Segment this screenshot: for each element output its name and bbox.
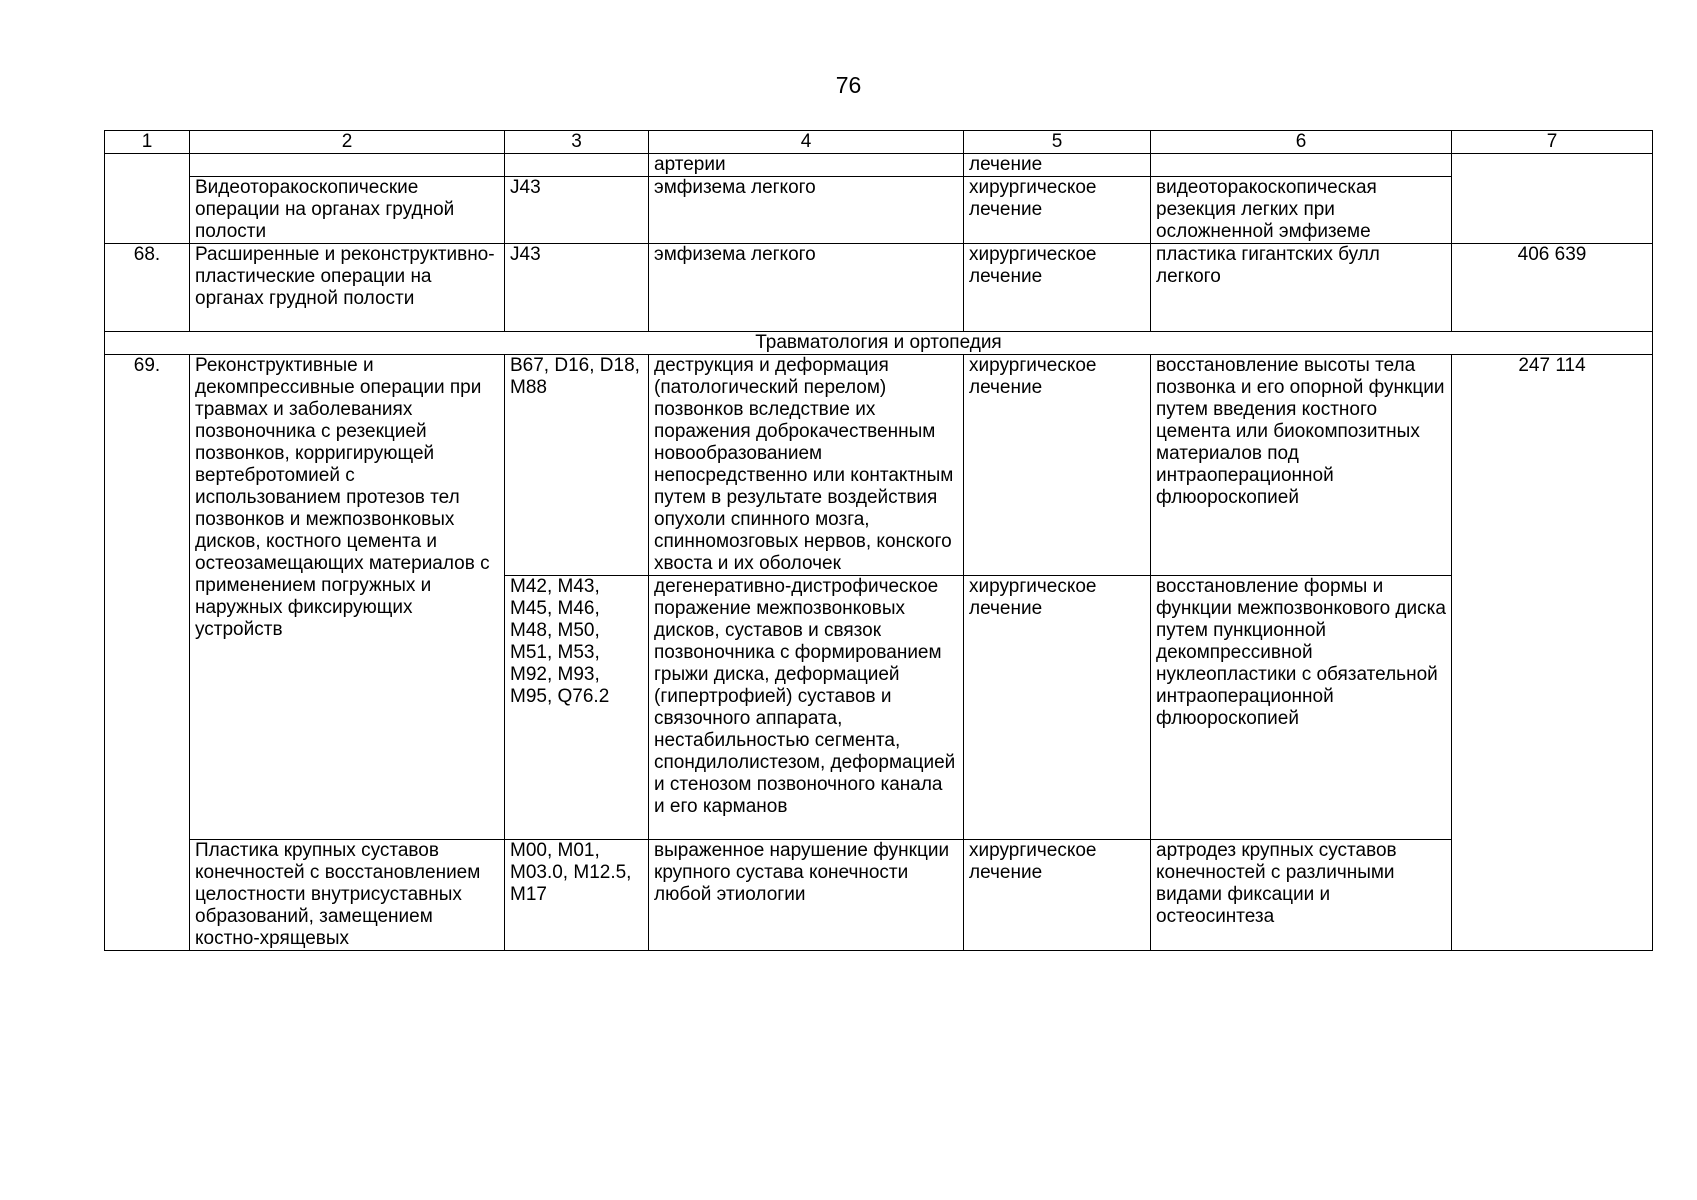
- header-row: [105, 131, 1653, 154]
- table-row: [105, 177, 1653, 244]
- page-number: 76: [835, 72, 862, 98]
- procedure-cell: [190, 154, 505, 177]
- section-row: [105, 332, 1653, 355]
- diagnosis-cell: выраженное нарушение функции крупного сустава конечности любой этиологии: [649, 840, 964, 951]
- header-col-4: 4: [649, 131, 964, 154]
- diagnosis-cell: эмфизема легкого: [649, 244, 964, 332]
- icd-code-cell: B67, D16, D18, M88: [505, 355, 649, 576]
- icd-code-cell: J43: [505, 244, 649, 332]
- cost-cell: [1452, 154, 1653, 244]
- header-col-6: 6: [1151, 131, 1452, 154]
- diagnosis-cell: эмфизема легкого: [649, 177, 964, 244]
- method-cell: видеоторакоскопическая резекция легких при осложненной эмфиземе: [1151, 177, 1452, 244]
- treatment-type-cell: хирургическое лечение: [964, 576, 1151, 840]
- row-number-cell: [105, 154, 190, 244]
- row-number-cell: 69.: [105, 355, 190, 951]
- method-cell: восстановление высоты тела позвонка и его опорной функции путем введения костного цемента или биокомпозитных материалов под интраоперационной флюороскопией: [1151, 355, 1452, 576]
- row-number-cell: 68.: [105, 244, 190, 332]
- table-row: [105, 244, 1653, 332]
- header-col-7: 7: [1452, 131, 1653, 154]
- procedure-cell: Реконструктивные и декомпрессивные операции при травмах и заболеваниях позвоночника с резекцией позвонков, корригирующей вертебротомией с использованием протезов тел позвонков и межпозвонковых дисков, костного цемента и остеозамещающих материалов с применением погружных и наружных фиксирующих устройств: [190, 355, 505, 840]
- method-cell: [1151, 154, 1452, 177]
- header-col-5: 5: [964, 131, 1151, 154]
- procedure-cell: Видеоторакоскопические операции на органах грудной полости: [190, 177, 505, 244]
- treatment-type-cell: хирургическое лечение: [964, 177, 1151, 244]
- icd-code-cell: M42, M43, M45, M46, M48, M50, M51, M53, M92, M93, M95, Q76.2: [505, 576, 649, 840]
- treatment-type-cell: лечение: [964, 154, 1151, 177]
- method-cell: восстановление формы и функции межпозвонкового диска путем пункционной декомпрессивной нуклеопластики с обязательной интраоперационной флюороскопией: [1151, 576, 1452, 840]
- header-col-3: 3: [505, 131, 649, 154]
- table-row: [105, 840, 1653, 951]
- treatment-type-cell: хирургическое лечение: [964, 840, 1151, 951]
- method-cell: артродез крупных суставов конечностей с различными видами фиксации и остеосинтеза: [1151, 840, 1452, 951]
- icd-code-cell: [505, 154, 649, 177]
- procedure-cell: Расширенные и реконструктивно-пластические операции на органах грудной полости: [190, 244, 505, 332]
- table-row: [105, 154, 1653, 177]
- diagnosis-cell: дегенеративно-дистрофическое поражение межпозвонковых дисков, суставов и связок позвоночника с формированием грыжи диска, деформацией (гипертрофией) суставов и связочного аппарата, нестабильностью сегмента, спондилолистезом, деформацией и стенозом позвоночного канала и его карманов: [649, 576, 964, 840]
- icd-code-cell: M00, M01, M03.0, M12.5, M17: [505, 840, 649, 951]
- diagnosis-cell: деструкция и деформация (патологический перелом) позвонков вследствие их поражения доброкачественным новообразованием непосредственно или контактным путем в результате воздействия опухоли спинного мозга, спинномозговых нервов, конского хвоста и их оболочек: [649, 355, 964, 576]
- method-cell: пластика гигантских булл легкого: [1151, 244, 1452, 332]
- procedure-cell: Пластика крупных суставов конечностей с восстановлением целостности внутрисуставных образований, замещением костно-хрящевых: [190, 840, 505, 951]
- cost-cell: 406 639: [1452, 244, 1653, 332]
- section-heading: Травматология и ортопедия: [105, 332, 1653, 355]
- treatment-type-cell: хирургическое лечение: [964, 355, 1151, 576]
- header-col-1: 1: [105, 131, 190, 154]
- table-row: [105, 355, 1653, 576]
- header-col-2: 2: [190, 131, 505, 154]
- icd-code-cell: J43: [505, 177, 649, 244]
- treatment-type-cell: хирургическое лечение: [964, 244, 1151, 332]
- cost-cell: 247 114: [1452, 355, 1653, 951]
- diagnosis-cell: артерии: [649, 154, 964, 177]
- procedures-table: [104, 130, 1653, 951]
